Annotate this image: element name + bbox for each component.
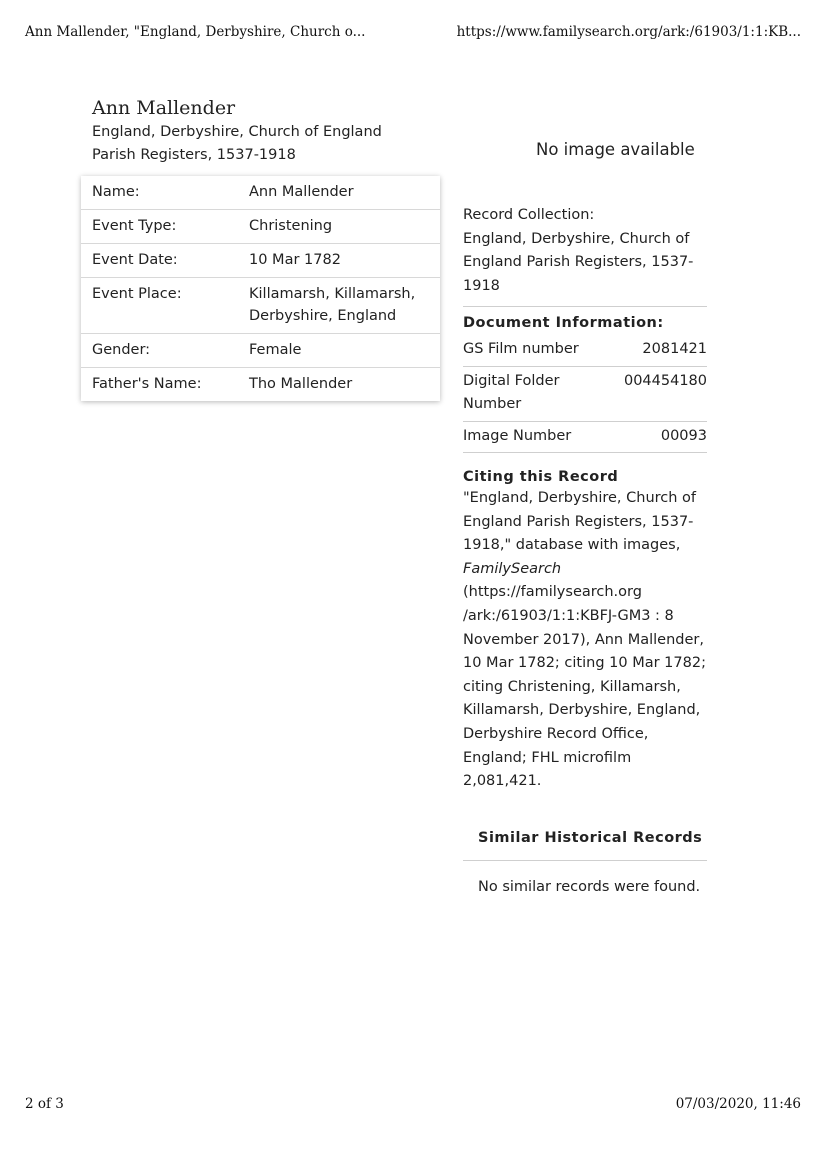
detail-value: Female: [249, 342, 302, 358]
detail-label: Father's Name:: [92, 376, 202, 392]
doc-row-image-number: [463, 422, 707, 454]
detail-label: Event Place:: [92, 286, 182, 302]
doc-value: 004454180: [623, 372, 707, 389]
detail-row-fathers-name: [81, 368, 440, 401]
no-image-text: No image available: [536, 140, 695, 159]
record-collection-value: England, Derbyshire, Church of England Parish Registers, 1537-1918: [463, 228, 707, 308]
doc-label: Digital Folder Number: [463, 372, 560, 412]
similar-records-heading: Similar Historical Records: [463, 826, 707, 861]
detail-label: Name:: [92, 184, 140, 200]
print-footer-datetime: 07/03/2020, 11:46: [675, 1096, 801, 1112]
record-details-card: [81, 176, 440, 401]
detail-label: Event Date:: [92, 252, 178, 268]
citation-text-before: "England, Derbyshire, Church of England Parish Registers, 1537-1918," database with images,: [463, 490, 697, 554]
citation-text: [463, 487, 707, 794]
citation-text-after: (https://familysearch.org /ark:/61903/1:1:KBFJ-GM3 : 8 November 2017), Ann Mallender, 10 Mar 1782; citing 10 Mar 1782; citing Christening, Killamarsh, Killamarsh, Derbyshire, England, Derbyshire Record Office, England; FHL microfilm 2,081,421.: [463, 584, 706, 790]
document-info-heading: Document Information:: [463, 315, 664, 331]
detail-row-event-type: [81, 210, 440, 244]
detail-row-name: [81, 176, 440, 210]
detail-value: Tho Mallender: [249, 376, 353, 392]
detail-row-event-date: [81, 244, 440, 278]
doc-value: 00093: [660, 427, 707, 444]
detail-row-event-place: [81, 278, 440, 334]
print-footer-page: 2 of 3: [25, 1096, 64, 1112]
print-header: [25, 24, 801, 40]
similar-records-text: No similar records were found.: [478, 878, 701, 895]
record-collection-title: England, Derbyshire, Church of England Parish Registers, 1537-1918: [92, 124, 382, 163]
doc-row-digital-folder: [463, 367, 707, 422]
detail-label: Gender:: [92, 342, 151, 358]
print-header-url: https://www.familysearch.org/ark:/61903/1:1:KB...: [456, 24, 801, 40]
detail-label: Event Type:: [92, 218, 177, 234]
doc-label: GS Film number: [463, 341, 579, 357]
detail-row-gender: [81, 334, 440, 368]
doc-label: Image Number: [463, 427, 572, 444]
detail-value: Killamarsh, Killamarsh, Derbyshire, England: [249, 286, 416, 324]
record-collection-label: Record Collection:: [463, 207, 595, 223]
doc-value: 2081421: [642, 341, 707, 357]
detail-value: 10 Mar 1782: [249, 252, 341, 268]
citation-heading: Citing this Record: [463, 469, 619, 485]
print-header-title: Ann Mallender, "England, Derbyshire, Church o...: [25, 24, 366, 40]
citation-source: FamilySearch: [463, 560, 562, 577]
print-footer: [25, 1096, 801, 1112]
doc-row-gs-film: [463, 335, 707, 367]
detail-value: Christening: [249, 218, 333, 234]
detail-value: Ann Mallender: [249, 184, 354, 200]
record-person-name: Ann Mallender: [92, 97, 236, 119]
record-sidebar: [463, 204, 707, 899]
